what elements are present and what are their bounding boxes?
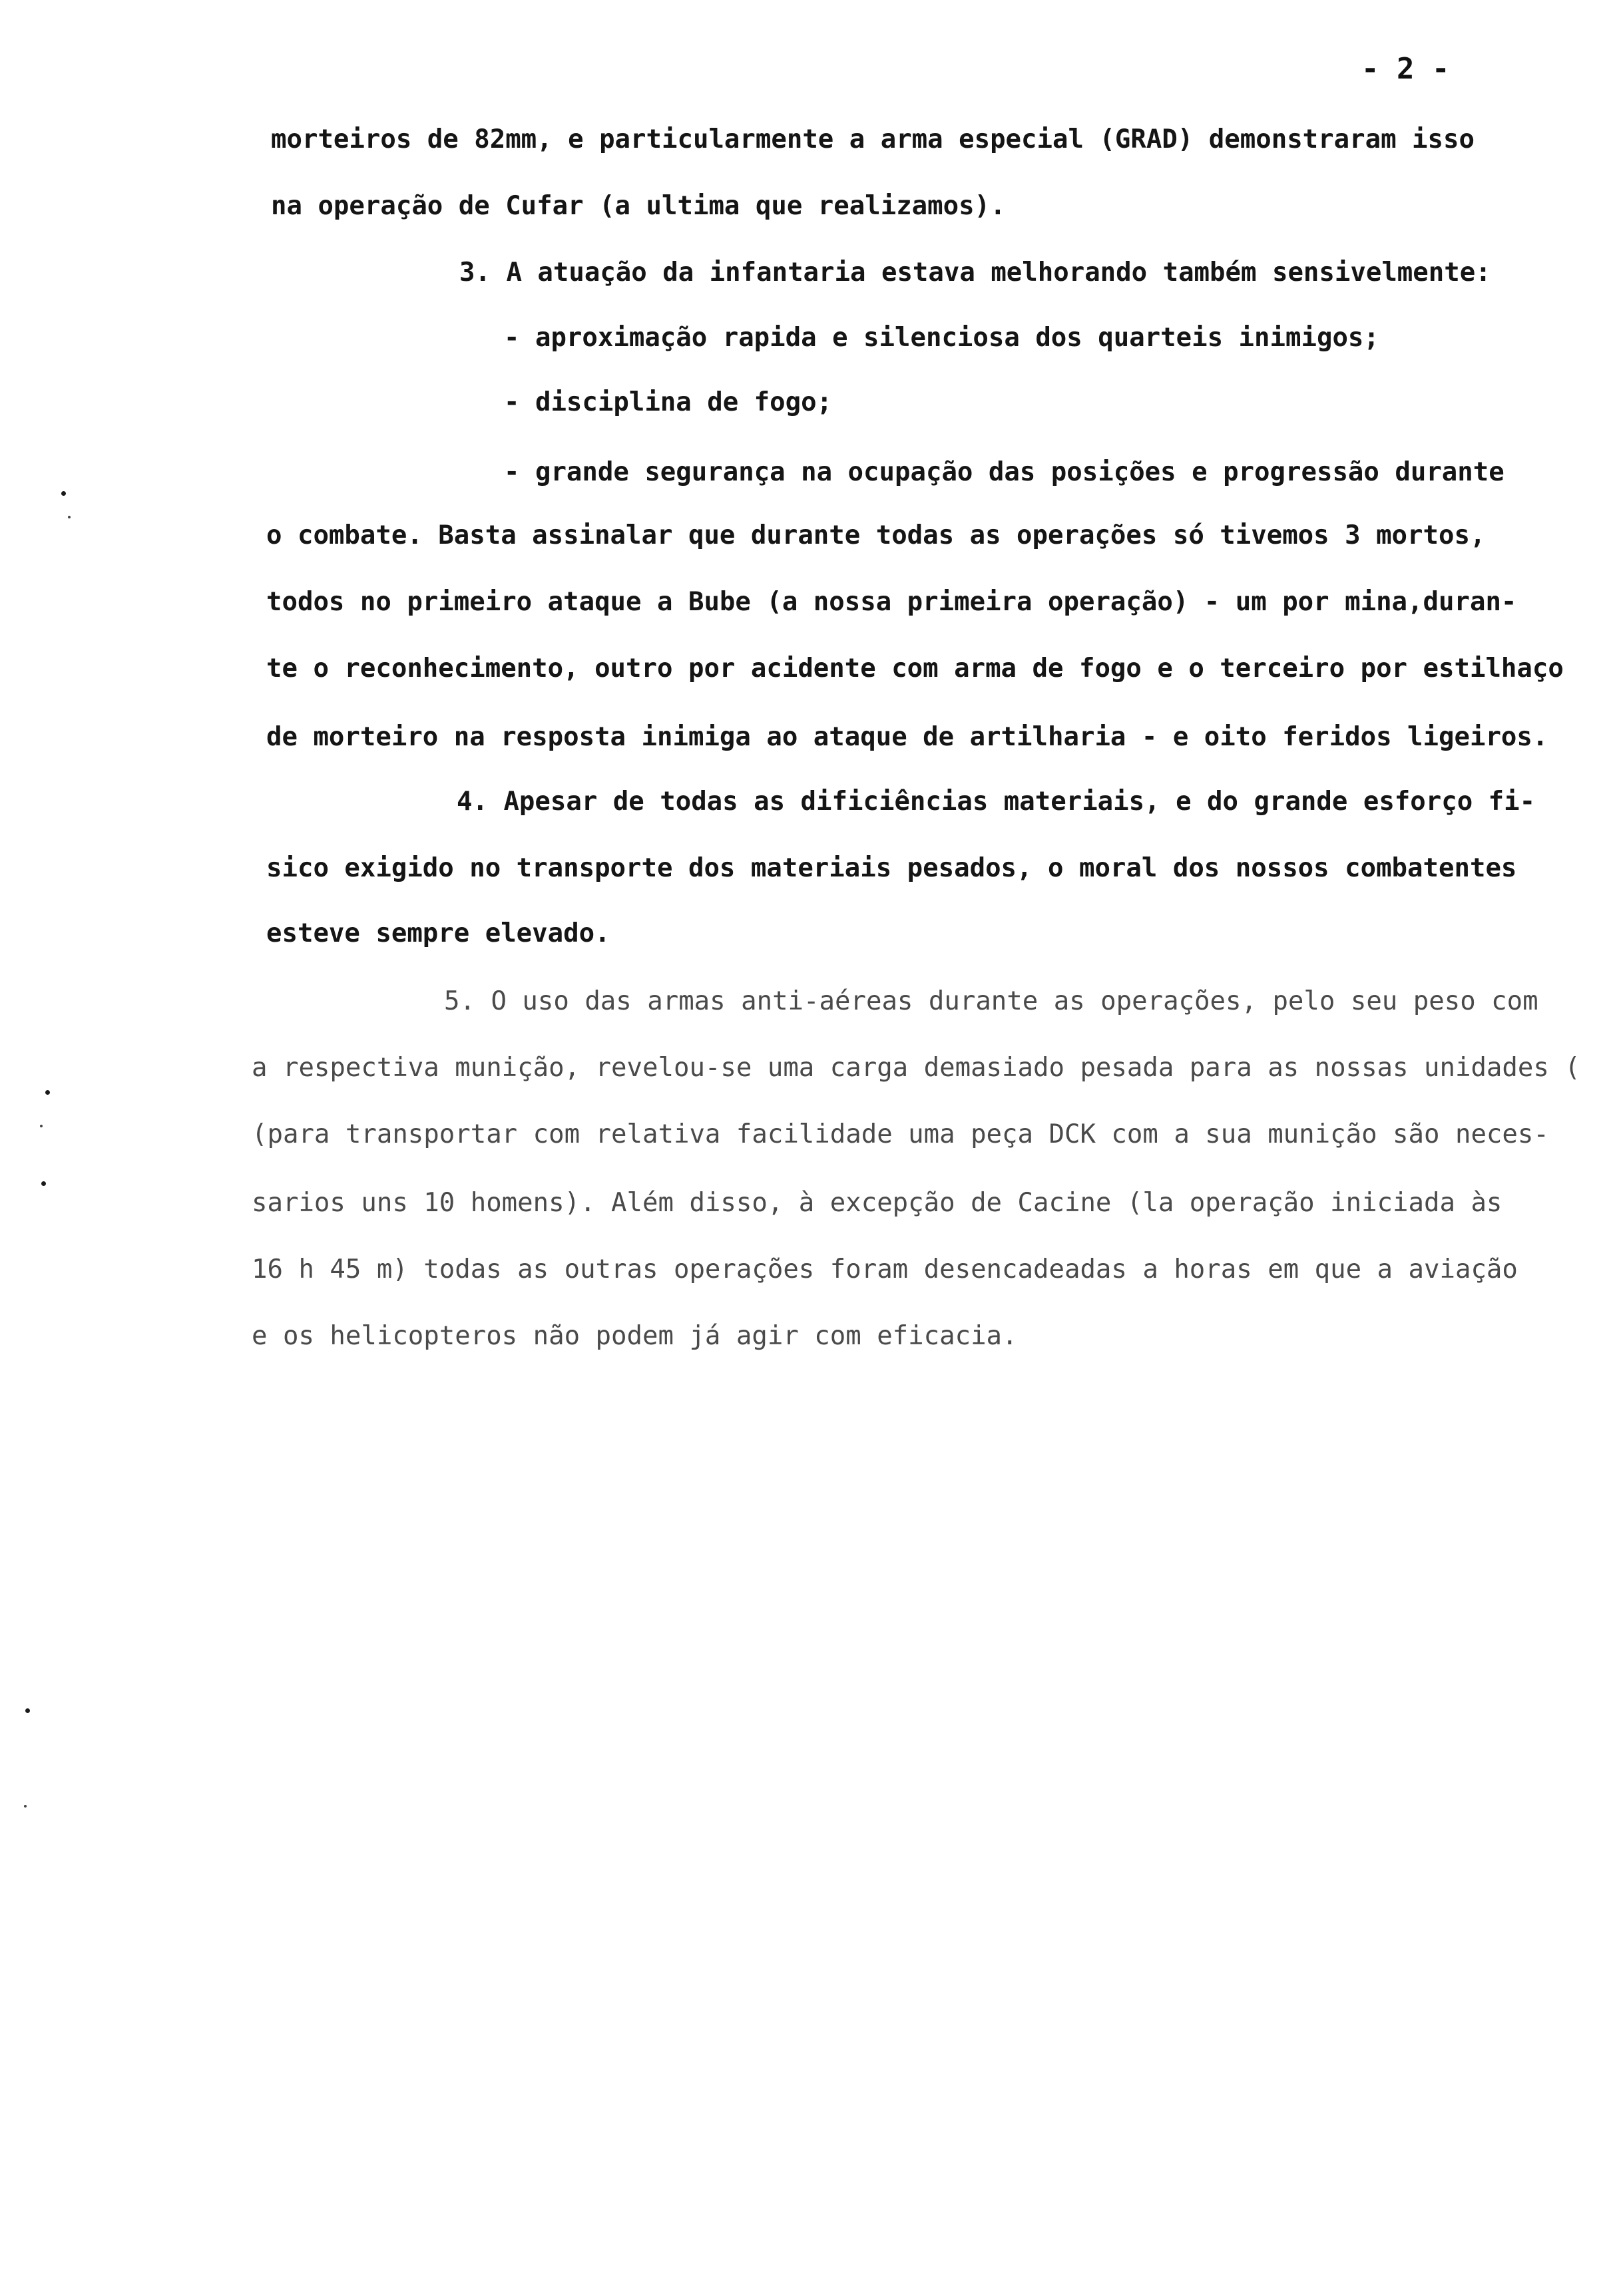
list-item: - disciplina de fogo; <box>504 387 833 417</box>
text-line: e os helicopteros não podem já agir com eficacia. <box>252 1321 1018 1351</box>
text-line: 5. O uso das armas anti-aéreas durante as operações, pelo seu peso com <box>444 986 1538 1016</box>
scan-speck <box>24 1805 27 1808</box>
scan-speck <box>45 1090 50 1095</box>
text-line: (para transportar com relativa facilidade uma peça DCK com a sua munição são neces- <box>252 1119 1549 1149</box>
text-line: esteve sempre elevado. <box>266 918 610 948</box>
text-line: sico exigido no transporte dos materiais pesados, o moral dos nossos combatentes <box>266 853 1517 883</box>
text-line: todos no primeiro ataque a Bube (a nossa primeira operação) - um por mina,duran- <box>266 587 1517 617</box>
list-item: - grande segurança na ocupação das posições e progressão durante <box>504 457 1504 487</box>
text-line: de morteiro na resposta inimiga ao ataque de artilharia - e oito feridos ligeiros. <box>266 722 1548 752</box>
text-line: te o reconhecimento, outro por acidente com arma de fogo e o terceiro por estilhaço <box>266 654 1564 683</box>
text-line: na operação de Cufar (a ultima que realizamos). <box>271 191 1006 221</box>
text-line: o combate. Basta assinalar que durante todas as operações só tivemos 3 mortos, <box>266 520 1486 550</box>
text-line: 4. Apesar de todas as dificiências materiais, e do grande esforço fi- <box>457 787 1536 817</box>
text-line: morteiros de 82mm, e particularmente a arma especial (GRAD) demonstraram isso <box>271 124 1475 154</box>
scan-speck <box>40 1125 43 1127</box>
scan-speck <box>41 1181 46 1186</box>
list-item: - aproximação rapida e silenciosa dos quarteis inimigos; <box>504 323 1379 353</box>
text-line: sarios uns 10 homens). Além disso, à excepção de Cacine (la operação iniciada às <box>252 1188 1503 1218</box>
scan-speck <box>25 1708 30 1713</box>
scan-speck <box>61 491 66 496</box>
text-line: 16 h 45 m) todas as outras operações foram desencadeadas a horas em que a aviação <box>252 1254 1518 1284</box>
text-line: 3. A atuação da infantaria estava melhorando também sensivelmente: <box>459 258 1491 287</box>
scan-speck <box>68 516 71 518</box>
page-number: - 2 - <box>1361 52 1450 86</box>
text-line: a respectiva munição, revelou-se uma carga demasiado pesada para as nossas unidades ( <box>252 1053 1580 1083</box>
